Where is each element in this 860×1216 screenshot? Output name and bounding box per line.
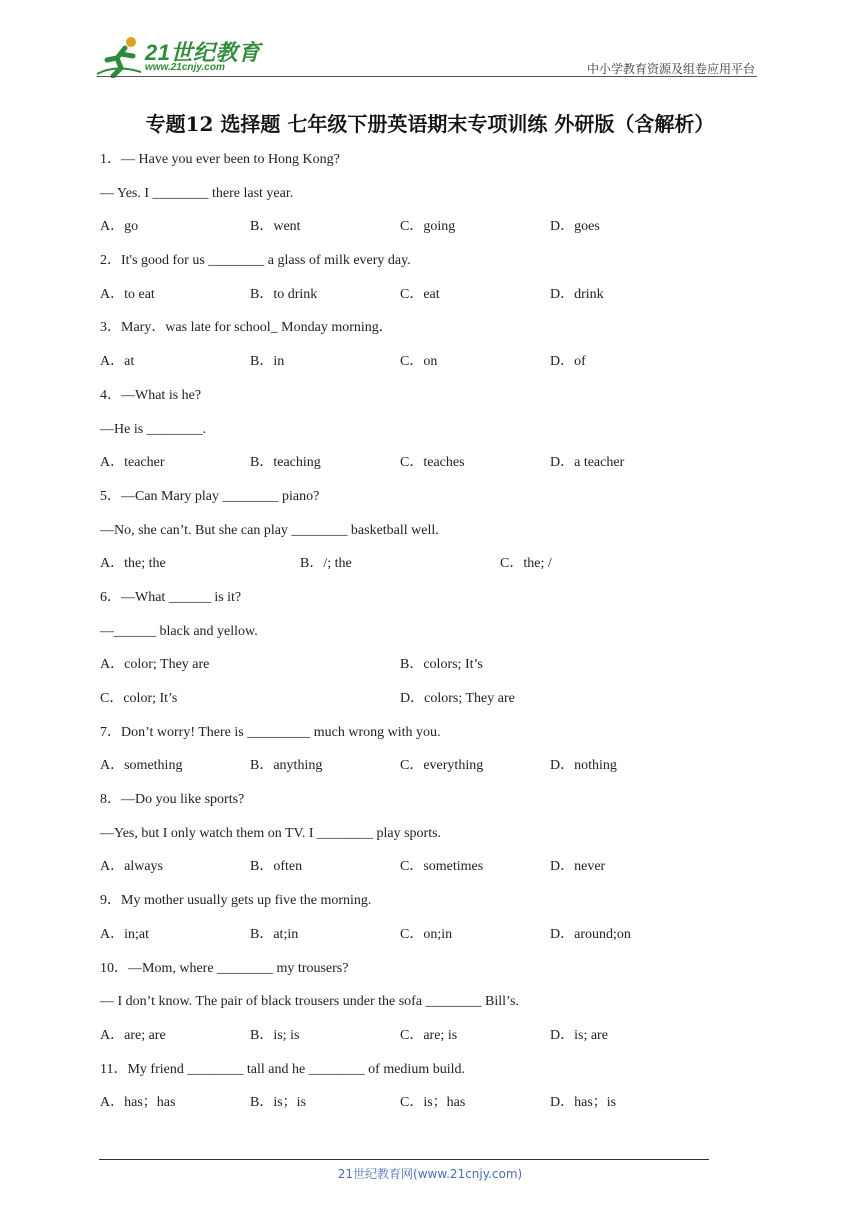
option-c[interactable]: C．on;in <box>400 926 453 942</box>
logo-url: www.21cnjy.com <box>145 62 225 73</box>
option-c[interactable]: C．everything <box>400 758 484 774</box>
question-line: —Yes, but I only watch them on TV. I ________ play sports. <box>100 825 442 841</box>
option-d[interactable]: D．a teacher <box>550 455 625 471</box>
option-d[interactable]: D．nothing <box>550 758 617 774</box>
option-c[interactable]: C．color; It’s <box>100 691 178 706</box>
question-3 <box>100 318 760 385</box>
option-d[interactable]: D．of <box>550 354 586 370</box>
option-b[interactable]: B．in <box>250 354 285 370</box>
page-footer[interactable]: 21世纪教育网(www.21cnjy.com) <box>337 1167 523 1181</box>
option-b[interactable]: B．went <box>250 219 301 235</box>
option-row <box>100 217 760 251</box>
question-line: — I don’t know. The pair of black trousers under the sofa ________ Bill’s. <box>100 994 519 1010</box>
option-b[interactable]: B．at;in <box>250 926 299 942</box>
option-row <box>100 756 760 790</box>
option-b[interactable]: B．teaching <box>250 455 321 471</box>
option-d[interactable]: D．has；is <box>550 1095 617 1111</box>
option-row <box>100 857 760 891</box>
option-c[interactable]: C．is；has <box>400 1095 466 1111</box>
option-row <box>100 453 760 487</box>
option-a[interactable]: A．teacher <box>100 455 165 471</box>
option-d[interactable]: D．around;on <box>550 926 631 942</box>
site-logo[interactable] <box>95 34 265 78</box>
question-11 <box>100 1060 760 1127</box>
question-9 <box>100 891 760 958</box>
question-8 <box>100 790 760 891</box>
option-a[interactable]: A．in;at <box>100 926 149 942</box>
option-b[interactable]: B．anything <box>250 758 323 774</box>
option-c[interactable]: C．sometimes <box>400 859 484 875</box>
option-b[interactable]: B．to drink <box>250 286 318 302</box>
question-list <box>100 150 760 1127</box>
page-header <box>0 0 860 90</box>
option-row <box>100 1026 760 1060</box>
option-d[interactable]: D．goes <box>550 219 600 235</box>
question-7 <box>100 723 760 790</box>
question-stem: 6．—What ______ is it? <box>100 589 242 605</box>
runner-logo-icon <box>95 34 145 78</box>
option-c[interactable]: C．teaches <box>400 455 465 471</box>
question-5 <box>100 487 760 588</box>
option-a[interactable]: A．has；has <box>100 1095 176 1111</box>
question-10 <box>100 959 760 1060</box>
option-row <box>100 554 760 588</box>
question-line: — Yes. I ________ there last year. <box>100 185 294 201</box>
option-a[interactable]: A．to eat <box>100 286 155 302</box>
option-row <box>100 689 760 723</box>
header-platform-text: 中小学教育资源及组卷应用平台 <box>586 62 755 76</box>
option-d[interactable]: D．never <box>550 859 606 875</box>
question-stem: 9．My mother usually gets up five the morning. <box>100 893 372 909</box>
header-divider <box>97 76 757 77</box>
option-b[interactable]: B．/; the <box>300 556 352 572</box>
option-row <box>100 352 760 386</box>
option-a[interactable]: A．the; the <box>100 556 166 572</box>
footer-divider <box>99 1159 709 1160</box>
question-stem: 1．— Have you ever been to Hong Kong? <box>100 152 340 167</box>
option-c[interactable]: C．are; is <box>400 1027 458 1043</box>
option-row <box>100 925 760 959</box>
option-b[interactable]: B．is; is <box>250 1027 300 1043</box>
option-d[interactable]: D．drink <box>550 286 604 302</box>
question-line: —______ black and yellow. <box>100 623 258 639</box>
question-stem: 8．—Do you like sports? <box>100 792 245 808</box>
option-d[interactable]: D．colors; They are <box>400 691 515 706</box>
question-stem: 10．—Mom, where ________ my trousers? <box>100 960 349 976</box>
question-stem: 7．Don’t worry! There is _________ much wrong with you. <box>100 724 441 740</box>
question-6 <box>100 588 760 723</box>
question-stem: 11．My friend ________ tall and he ________ of medium build. <box>100 1061 465 1077</box>
option-a[interactable]: A．something <box>100 758 183 774</box>
option-a[interactable]: A．go <box>100 219 139 235</box>
option-row <box>100 655 760 689</box>
option-b[interactable]: B．colors; It’s <box>400 657 483 673</box>
option-c[interactable]: C．on <box>400 354 438 370</box>
option-c[interactable]: C．eat <box>400 286 440 302</box>
option-a[interactable]: A．always <box>100 859 163 875</box>
question-line: —No, she can’t. But she can play ________ basketball well. <box>100 522 439 538</box>
logo-text: 21世纪教育 <box>145 40 261 65</box>
page-title: 专题12 选择题 七年级下册英语期末专项训练 外研版（含解析） <box>145 112 715 136</box>
question-4 <box>100 386 760 487</box>
question-stem: 4．—What is he? <box>100 387 202 403</box>
option-row <box>100 285 760 319</box>
option-row <box>100 1093 760 1127</box>
option-a[interactable]: A．are; are <box>100 1027 166 1043</box>
option-b[interactable]: B．often <box>250 859 303 875</box>
option-d[interactable]: D．is; are <box>550 1027 608 1043</box>
question-stem: 5．—Can Mary play ________ piano? <box>100 488 320 504</box>
option-b[interactable]: B．is；is <box>250 1095 307 1111</box>
question-stem: 2．It's good for us ________ a glass of milk every day. <box>100 253 411 269</box>
question-1 <box>100 150 760 251</box>
option-c[interactable]: C．going <box>400 219 456 235</box>
option-c[interactable]: C．the; / <box>500 556 552 572</box>
question-line: —He is ________. <box>100 421 207 437</box>
option-a[interactable]: A．at <box>100 354 135 370</box>
question-stem: 3．Mary．was late for school_ Monday morning． <box>100 320 393 336</box>
option-a[interactable]: A．color; They are <box>100 657 210 673</box>
question-2 <box>100 251 760 318</box>
